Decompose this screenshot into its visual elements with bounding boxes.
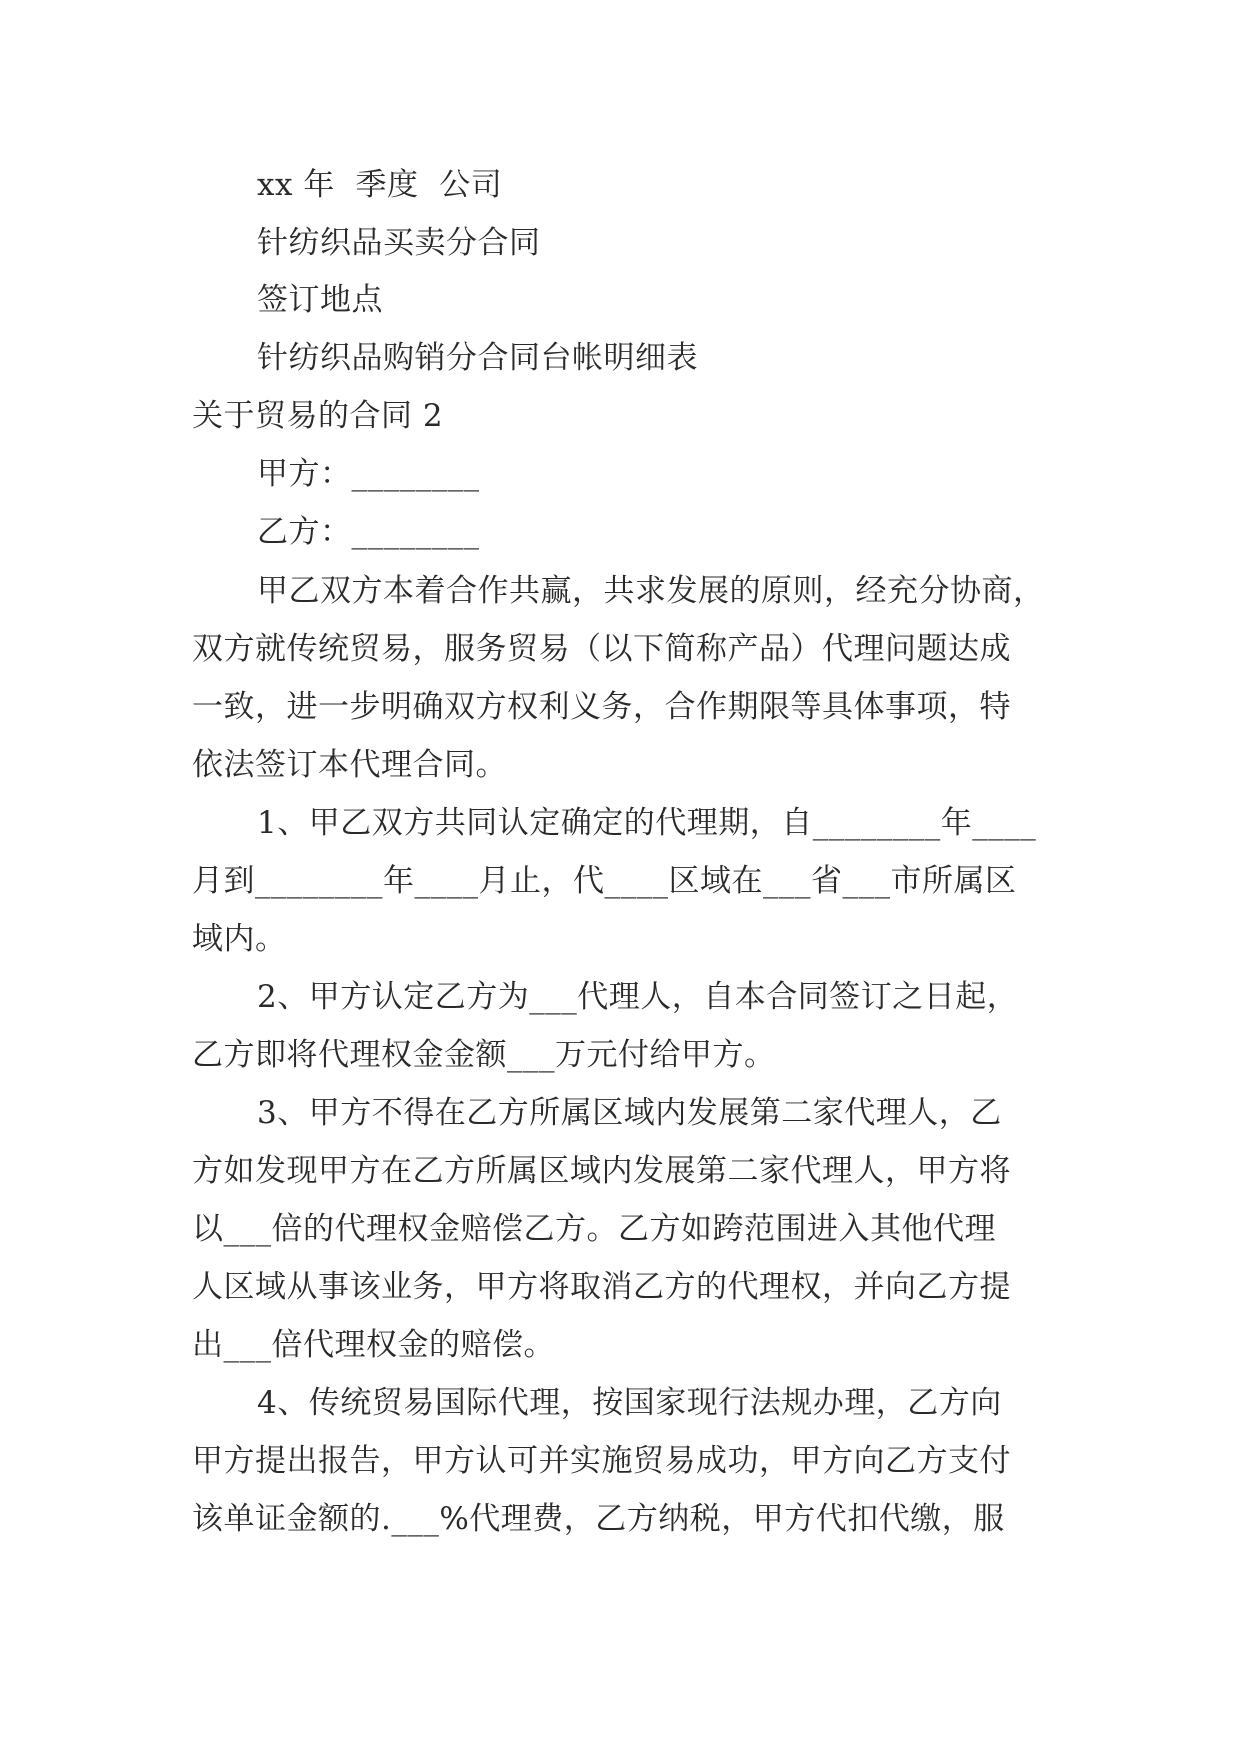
clause2-line-1: 2、甲方认定乙方为___代理人，自本合同签订之日起， (257, 979, 1019, 1015)
intro-line-4: 依法签订本代理合同。 (192, 747, 507, 783)
clause4-line-3: 该单证金额的.___%代理费，乙方纳税，甲方代扣代缴，服 (192, 1501, 1005, 1537)
clause1-line-2: 月到________年____月止，代____区域在___省___市所属区 (192, 863, 1017, 899)
clause4-line-1: 4、传统贸易国际代理，按国家现行法规办理，乙方向 (257, 1385, 1002, 1421)
header-line-4: 针纺织品购销分合同台帐明细表 (257, 340, 698, 376)
party-b-line: 乙方：________ (257, 514, 480, 550)
clause3-line-4: 人区域从事该业务，甲方将取消乙方的代理权，并向乙方提 (192, 1269, 1011, 1305)
section-title: 关于贸易的合同 2 (192, 398, 444, 434)
header-line-2: 针纺织品买卖分合同 (257, 225, 541, 261)
intro-line-2: 双方就传统贸易，服务贸易（以下简称产品）代理问题达成 (192, 631, 1011, 667)
clause1-line-1: 1、甲乙双方共同认定确定的代理期，自________年____ (257, 805, 1037, 841)
clause3-line-5: 出___倍代理权金的赔偿。 (192, 1327, 555, 1363)
clause4-line-2: 甲方提出报告，甲方认可并实施贸易成功，甲方向乙方支付 (192, 1443, 1011, 1479)
clause3-line-3: 以___倍的代理权金赔偿乙方。乙方如跨范围进入其他代理 (192, 1211, 996, 1247)
clause2-line-2: 乙方即将代理权金金额___万元付给甲方。 (192, 1037, 776, 1073)
intro-line-1: 甲乙双方本着合作共赢，共求发展的原则，经充分协商， (257, 573, 1045, 609)
header-line-3: 签订地点 (257, 282, 383, 318)
clause1-line-3: 域内。 (192, 921, 287, 957)
header-line-1: xx 年 季度 公司 (257, 167, 503, 203)
clause3-line-1: 3、甲方不得在乙方所属区域内发展第二家代理人，乙 (257, 1095, 1002, 1131)
intro-line-3: 一致，进一步明确双方权利义务，合作期限等具体事项，特 (192, 689, 1011, 725)
party-a-line: 甲方：________ (257, 456, 480, 492)
clause3-line-2: 方如发现甲方在乙方所属区域内发展第二家代理人，甲方将 (192, 1153, 1011, 1189)
